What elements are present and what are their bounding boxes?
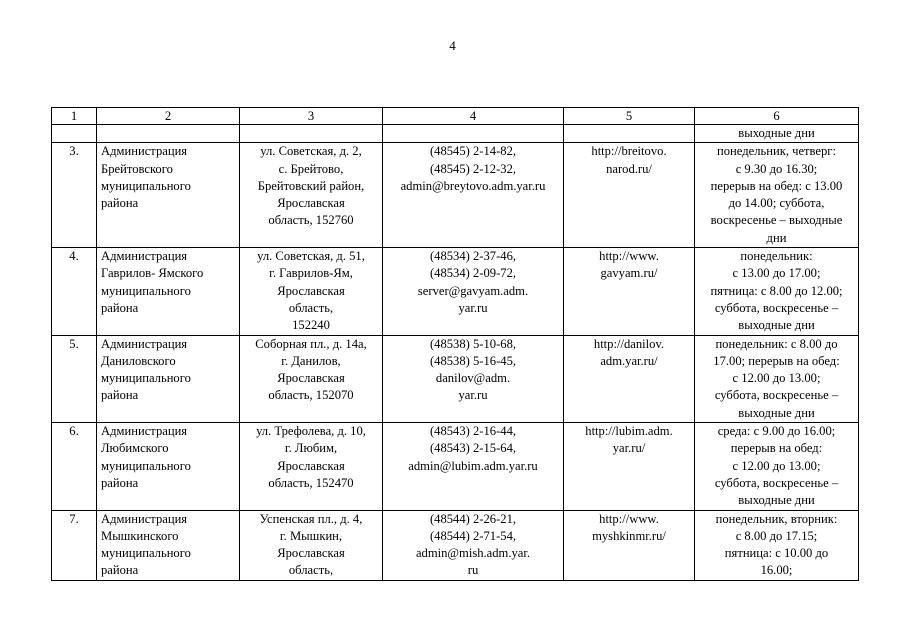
cell-line: ул. Трефолева, д. 10, <box>256 424 366 439</box>
cell-line: область, 152760 <box>268 213 354 228</box>
cell-line: понедельник, вторник: <box>715 511 838 526</box>
website-cell <box>564 248 695 335</box>
header-cell-3: 3 <box>240 108 383 125</box>
cell-line: с 9.30 до 16.30; <box>735 161 818 176</box>
organization-name-cell <box>97 248 240 335</box>
cell-line: г. Гаврилов-Ям, <box>269 266 353 281</box>
working-hours-cell <box>695 510 859 580</box>
page-number: 4 <box>449 38 456 53</box>
cell-line: http://www. <box>599 249 659 264</box>
table-row <box>52 423 859 510</box>
header-cell-2: 2 <box>97 108 240 125</box>
website-cell <box>564 143 695 248</box>
cell-line: с. Брейтово, <box>278 161 344 176</box>
cell-line: (48545) 2-12-32, <box>429 161 517 176</box>
cell-line: пятница: с 10.00 до <box>724 546 829 561</box>
cell-line: суббота, воскресенье – <box>714 300 839 315</box>
cell-line: г. Данилов, <box>281 353 341 368</box>
working-hours-cell <box>695 143 859 248</box>
cell-line: 17.00; перерыв на обед: <box>713 353 840 368</box>
cell-line: понедельник: с 8.00 до <box>715 336 838 351</box>
contacts-cell <box>383 510 564 580</box>
cell-line: г. Мышкин, <box>279 528 343 543</box>
organization-name-cell <box>97 423 240 510</box>
cell-line: Администрация <box>101 144 188 159</box>
cell-line: воскресенье – выходные <box>710 213 843 228</box>
cell-line: с 12.00 до 13.00; <box>732 458 821 473</box>
administrations-table <box>51 107 859 581</box>
address-cell <box>240 143 383 248</box>
row-number-cell: 4. <box>52 248 97 335</box>
cell-line: Успенская пл., д. 4, <box>259 511 363 526</box>
continuation-cell-5 <box>564 125 695 143</box>
address-cell <box>240 335 383 422</box>
continuation-cell-6: выходные дни <box>695 125 859 143</box>
cell-line: суббота, воскресенье – <box>714 475 839 490</box>
cell-line: Ярославская <box>277 371 345 386</box>
website-cell <box>564 423 695 510</box>
cell-line: района <box>101 563 139 578</box>
cell-line: до 14.00; суббота, <box>728 196 825 211</box>
cell-line: Администрация <box>101 336 188 351</box>
cell-line: Ярославская <box>277 283 345 298</box>
cell-line: муниципального <box>101 178 191 193</box>
cell-line: yar.ru <box>458 300 488 315</box>
table-row <box>52 335 859 422</box>
continuation-cell-1 <box>52 125 97 143</box>
cell-line: (48543) 2-16-44, <box>429 424 517 439</box>
cell-line: муниципального <box>101 371 191 386</box>
cell-line: с 8.00 до 17.15; <box>735 528 818 543</box>
cell-line: суббота, воскресенье – <box>714 388 839 403</box>
cell-line: область, <box>288 563 334 578</box>
website-cell <box>564 510 695 580</box>
cell-line: ул. Советская, д. 2, <box>260 144 362 159</box>
working-hours-cell <box>695 248 859 335</box>
cell-line: (48534) 2-37-46, <box>429 249 517 264</box>
cell-line: gavyam.ru/ <box>600 266 658 281</box>
cell-line: 152240 <box>292 318 330 333</box>
cell-line: района <box>101 475 139 490</box>
cell-line: Соборная пл., д. 14а, <box>255 336 367 351</box>
row-number-cell: 3. <box>52 143 97 248</box>
table-row <box>52 143 859 248</box>
cell-line: муниципального <box>101 546 191 561</box>
cell-line: района <box>101 196 139 211</box>
cell-line: пятница: с 8.00 до 12.00; <box>710 283 843 298</box>
cell-line: района <box>101 300 139 315</box>
cell-line: область, 152070 <box>268 388 354 403</box>
cell-line: Брейтовского <box>101 161 173 176</box>
cell-line: Ярославская <box>277 196 345 211</box>
header-cell-5: 5 <box>564 108 695 125</box>
cell-line: Ярославская <box>277 546 345 561</box>
cell-line: муниципального <box>101 458 191 473</box>
header-cell-4: 4 <box>383 108 564 125</box>
cell-line: http://www. <box>599 511 659 526</box>
cell-line: admin@mish.adm.yar. <box>415 546 531 561</box>
cell-line: (48538) 5-10-68, <box>429 336 517 351</box>
address-cell <box>240 248 383 335</box>
cell-line: Администрация <box>101 424 188 439</box>
cell-line: Даниловского <box>101 353 176 368</box>
cell-line: района <box>101 388 139 403</box>
cell-line: выходные дни <box>738 405 815 420</box>
address-cell <box>240 423 383 510</box>
address-cell <box>240 510 383 580</box>
continuation-cell-2 <box>97 125 240 143</box>
cell-line: yar.ru <box>458 388 488 403</box>
continuation-cell-4 <box>383 125 564 143</box>
table-row <box>52 248 859 335</box>
cell-line: понедельник, четверг: <box>717 144 836 159</box>
cell-line: Мышкинского <box>101 528 179 543</box>
cell-line: admin@lubim.adm.yar.ru <box>408 458 538 473</box>
row-number-cell: 6. <box>52 423 97 510</box>
cell-line: danilov@adm. <box>435 371 511 386</box>
row-number-cell: 5. <box>52 335 97 422</box>
cell-line: Брейтовский район, <box>257 178 365 193</box>
contacts-cell <box>383 143 564 248</box>
cell-line: http://danilov. <box>593 336 665 351</box>
header-cell-1: 1 <box>52 108 97 125</box>
cell-line: Администрация <box>101 249 188 264</box>
cell-line: 16.00; <box>760 563 793 578</box>
cell-line: http://breitovo. <box>591 144 667 159</box>
contacts-cell <box>383 423 564 510</box>
cell-line: ул. Советская, д. 51, <box>257 249 365 264</box>
cell-line: http://lubim.adm. <box>585 424 673 439</box>
cell-line: (48538) 5-16-45, <box>429 353 517 368</box>
cell-line: перерыв на обед: <box>730 441 823 456</box>
cell-line: (48543) 2-15-64, <box>429 441 517 456</box>
cell-line: с 13.00 до 17.00; <box>732 266 821 281</box>
organization-name-cell <box>97 335 240 422</box>
table-row <box>52 510 859 580</box>
cell-line: (48545) 2-14-82, <box>429 144 517 159</box>
cell-line: Любимского <box>101 441 169 456</box>
cell-line: выходные дни <box>738 493 815 508</box>
working-hours-cell <box>695 423 859 510</box>
cell-line: ru <box>467 563 479 578</box>
organization-name-cell <box>97 510 240 580</box>
cell-line: с 12.00 до 13.00; <box>732 371 821 386</box>
cell-line: Администрация <box>101 511 188 526</box>
cell-line: myshkinmr.ru/ <box>592 528 666 543</box>
cell-line: server@gavyam.adm. <box>417 283 529 298</box>
cell-line: область, <box>288 300 334 315</box>
table-header-row <box>52 108 859 125</box>
cell-line: г. Любим, <box>284 441 338 456</box>
row-number-cell: 7. <box>52 510 97 580</box>
contacts-cell <box>383 335 564 422</box>
cell-line: adm.yar.ru/ <box>600 353 658 368</box>
cell-line: admin@breytovo.adm.yar.ru <box>400 178 546 193</box>
cell-line: муниципального <box>101 283 191 298</box>
cell-line: Ярославская <box>277 458 345 473</box>
cell-line: выходные дни <box>738 318 815 333</box>
website-cell <box>564 335 695 422</box>
contacts-cell <box>383 248 564 335</box>
cell-line: (48544) 2-71-54, <box>429 528 517 543</box>
cell-line: среда: с 9.00 до 16.00; <box>717 424 836 439</box>
working-hours-cell <box>695 335 859 422</box>
cell-line: yar.ru/ <box>612 441 646 456</box>
cell-line: narod.ru/ <box>606 161 652 176</box>
cell-line: перерыв на обед: с 13.00 <box>710 178 843 193</box>
cell-line: область, 152470 <box>268 475 354 490</box>
cell-line: дни <box>766 230 787 245</box>
cell-line: понедельник: <box>740 249 813 264</box>
continuation-cell-3 <box>240 125 383 143</box>
cell-line: (48534) 2-09-72, <box>429 266 517 281</box>
cell-line: Гаврилов- Ямского <box>101 266 204 281</box>
header-cell-6: 6 <box>695 108 859 125</box>
organization-name-cell <box>97 143 240 248</box>
cell-line: (48544) 2-26-21, <box>429 511 517 526</box>
continuation-row <box>52 125 859 143</box>
